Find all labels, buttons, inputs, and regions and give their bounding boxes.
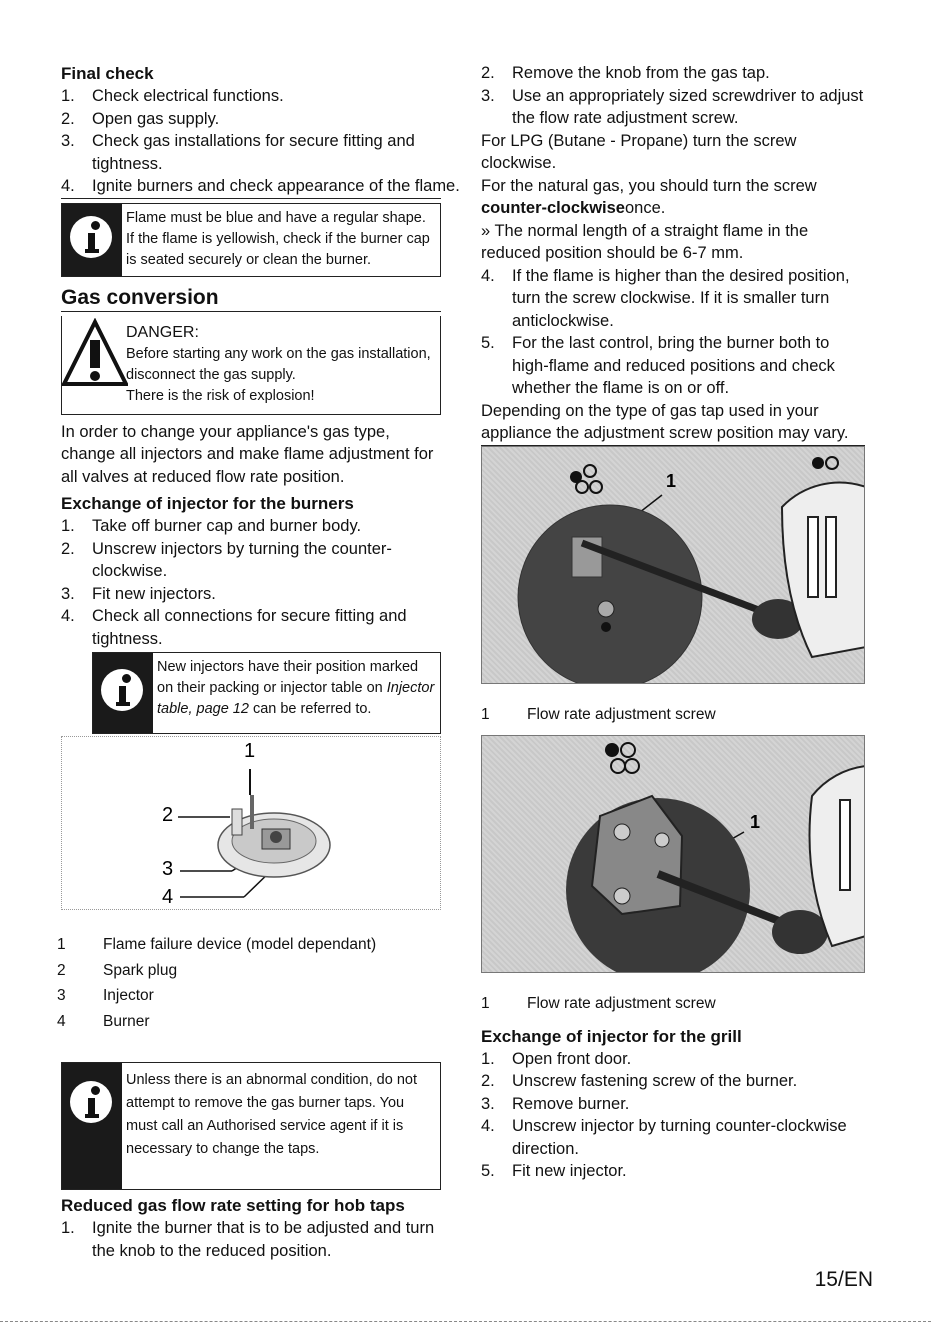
list-item: 4. Ignite burners and check appearance of the flame. [61, 175, 441, 199]
callout-label-1: 1 [244, 740, 256, 762]
list-item: 5. Fit new injector. [481, 1162, 627, 1180]
danger-text: Before starting any work on the gas installation, disconnect the gas supply. [126, 345, 431, 383]
danger-text-2: There is the risk of explosion! [126, 387, 315, 404]
flame-info-note [61, 203, 441, 277]
info-icon [93, 653, 153, 733]
exchange-burners-heading: Exchange of injector for the burners [61, 494, 354, 513]
legend-item: 1 Flame failure device (model dependant) [57, 936, 377, 953]
callout-label-4: 4 [162, 886, 174, 908]
note-text: New injectors have their position marked on their packing or injector table on Injector table, page 12 can be referred to. [157, 659, 435, 717]
reduced-flow-list-continued [481, 62, 865, 130]
exchange-burners-list [61, 515, 441, 650]
natural-gas-text: For the natural gas, you should turn the screw counter-clockwiseonce. [481, 176, 817, 217]
legend-item: 2 Spark plug [57, 961, 178, 979]
list-item: 2. Remove the knob from the gas tap. [481, 64, 770, 82]
list-item: 2. Open gas supply. [61, 109, 220, 128]
list-item: 3. Remove burner. [481, 1094, 630, 1113]
callout-label-2: 2 [162, 804, 174, 826]
exchange-grill-heading: Exchange of injector for the grill [481, 1026, 742, 1046]
note-text: Unless there is an abnormal condition, do not attempt to remove the gas burner taps. You must call an Authorised service agent if it is necessary to change the taps. [126, 1072, 417, 1157]
taps-info-note [61, 1062, 441, 1190]
left-column [57, 62, 460, 1262]
callout-label-3: 3 [162, 858, 174, 880]
gas-conversion-heading: Gas conversion [61, 285, 441, 312]
reduced-flow-heading: Reduced gas flow rate setting for hob taps [61, 1196, 405, 1215]
burner-legend [57, 932, 441, 1034]
list-item: 3. Use an appropriately sized screwdriver to adjust the flow rate adjustment screw. [481, 86, 864, 127]
danger-note [61, 316, 441, 415]
list-item: 4. Unscrew injector by turning counter-clockwise direction. [481, 1117, 847, 1158]
list-item: 2. Unscrew fastening screw of the burner. [481, 1072, 798, 1090]
reduced-flow-list-continued-2 [481, 265, 865, 400]
list-item: 1. Open front door. [481, 1049, 632, 1068]
flow-screw-photo-1 [481, 446, 865, 684]
final-check-list [61, 85, 460, 199]
callout-label-1: 1 [750, 812, 761, 832]
reduced-flow-list [61, 1217, 441, 1262]
list-item: 2. Unscrew injectors by turning the counter-clockwise. [61, 539, 392, 580]
conversion-intro: In order to change your appliance's gas type, change all injectors and make flame adjustment for all valves at reduced flow rate position. [61, 422, 434, 486]
callout-label-1: 1 [666, 470, 677, 491]
injector-info-note [92, 652, 441, 734]
injector-table-link[interactable]: Injector table, page 12 [157, 680, 435, 717]
burner-figure [61, 736, 441, 910]
burner-illustration [218, 795, 330, 877]
list-item: 3. Fit new injectors. [61, 584, 216, 603]
flow-screw-photo-2 [481, 735, 865, 973]
info-icon [62, 1063, 122, 1189]
danger-title: DANGER: [126, 323, 199, 341]
flame-length-text: » The normal length of a straight flame in the reduced position should be 6-7 mm. [481, 221, 809, 262]
photo-2-caption: 1 Flow rate adjustment screw [481, 995, 716, 1012]
note-text: Flame must be blue and have a regular shape. If the flame is yellowish, check if the burner cap is seated securely or clean the burner. [126, 209, 430, 268]
page-number: 15/EN [814, 1268, 873, 1291]
depending-text: Depending on the type of gas tap used in your appliance the adjustment screw position may vary. [481, 400, 865, 446]
photo-1-caption: 1 Flow rate adjustment screw [481, 705, 716, 723]
warning-icon [62, 318, 128, 390]
legend-item: 3 Injector [57, 987, 154, 1004]
right-column [481, 62, 865, 1183]
list-item: 1. Check electrical functions. [61, 87, 284, 105]
list-item: 3. Check gas installations for secure fitting and tightness. [61, 132, 415, 173]
list-item: 1. Take off burner cap and burner body. [61, 517, 362, 535]
final-check-heading: Final check [61, 64, 154, 83]
exchange-grill-list [481, 1048, 865, 1183]
lpg-text: For LPG (Butane - Propane) turn the screw clockwise. [481, 131, 797, 172]
list-item: 1. Ignite the burner that is to be adjusted and turn the knob to the reduced position. [61, 1219, 435, 1260]
footer-divider [0, 1321, 931, 1322]
list-item: 4. Check all connections for secure fitting and tightness. [61, 607, 407, 648]
list-item: 5. For the last control, bring the burner both to high-flame and reduced positions and check whether the flame is on or off. [481, 334, 835, 397]
legend-item: 4 Burner [57, 1012, 150, 1030]
list-item: 4. If the flame is higher than the desired position, turn the screw clockwise. If it is smaller turn anticlockwise. [481, 266, 850, 330]
info-icon [62, 204, 122, 276]
